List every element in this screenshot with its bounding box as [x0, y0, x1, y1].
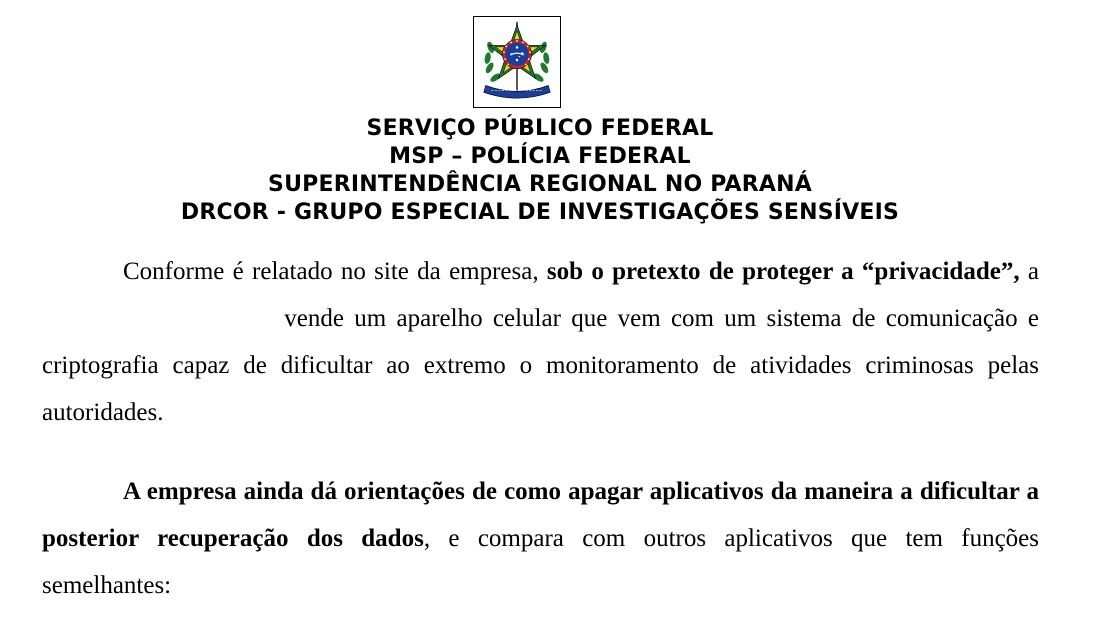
document-header	[0, 115, 1080, 227]
paragraph-1	[42, 248, 1039, 436]
header-line-superintendence: SUPERINTENDÊNCIA REGIONAL NO PARANÁ	[268, 172, 812, 197]
paragraph-2	[42, 468, 1039, 609]
header-line-service: SERVIÇO PÚBLICO FEDERAL	[366, 116, 714, 141]
coat-of-arms-icon	[474, 17, 560, 107]
paragraph-2-text: , e compara com outros aplicativos que tem funções semelhantes:	[42, 525, 1039, 599]
emblem-frame	[473, 16, 561, 108]
paragraph-1-text-1: Conforme é relatado no site da empresa,	[123, 258, 547, 285]
header-line-ministry: MSP – POLÍCIA FEDERAL	[389, 144, 691, 169]
paragraph-1-text-2: a	[1019, 258, 1039, 285]
paragraph-1-bold: sob o pretexto de proteger a “privacidade”,	[546, 258, 1020, 285]
paragraph-1-text-3: vende um aparelho celular que vem com um sistema de comunicação e criptografia capaz de dificultar ao extremo o monitoramento de atividades criminosas pelas autoridades.	[42, 305, 1039, 426]
paragraph-2-bold: A empresa ainda dá orientações de como apagar aplicativos da maneira a dificultar a posterior recuperação dos dados	[42, 478, 1039, 552]
header-line-department: DRCOR - GRUPO ESPECIAL DE INVESTIGAÇÕES SENSÍVEIS	[180, 200, 900, 225]
